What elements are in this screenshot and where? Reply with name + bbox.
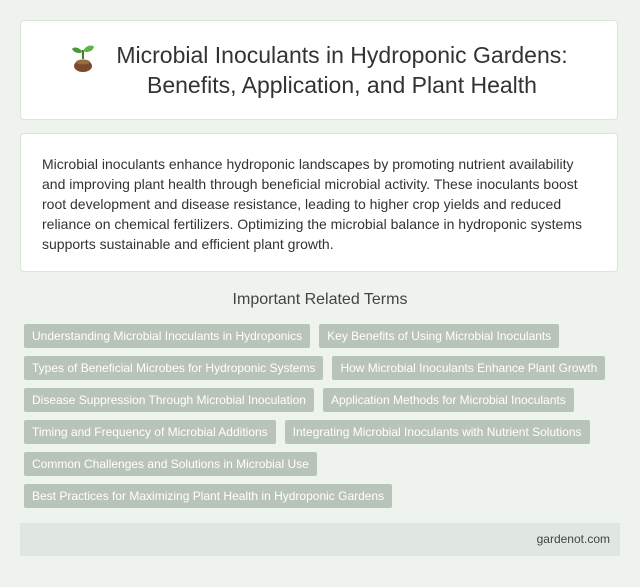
footer-site-link[interactable]: gardenot.com: [536, 532, 610, 546]
terms-row: [24, 420, 620, 444]
terms-row: [24, 388, 620, 412]
footer: [20, 523, 620, 556]
description-text: Microbial inoculants enhance hydroponic landscapes by promoting nutrient availability and improving plant health through beneficial microbial activity. These inoculants boost root development and disease resistance, leading to higher crop yields and reduced reliance on chemical fertilizers. Optimizing the microbial balance in hydroponic systems supports sustainable and efficient plant growth.: [42, 156, 583, 252]
term-tag[interactable]: Common Challenges and Solutions in Microbial Use: [24, 452, 317, 476]
term-tag[interactable]: Integrating Microbial Inoculants with Nutrient Solutions: [285, 420, 590, 444]
page-title: [116, 40, 567, 100]
title-wrap: [70, 40, 567, 100]
related-terms-heading: Important Related Terms: [232, 291, 408, 308]
related-terms-list: [20, 324, 620, 516]
terms-row: [24, 452, 620, 476]
term-tag[interactable]: Best Practices for Maximizing Plant Health in Hydroponic Gardens: [24, 484, 392, 508]
terms-row: [24, 356, 620, 380]
term-tag[interactable]: How Microbial Inoculants Enhance Plant Growth: [332, 356, 605, 380]
description-card: [20, 133, 618, 272]
terms-row: [24, 324, 620, 348]
term-tag[interactable]: Key Benefits of Using Microbial Inoculants: [319, 324, 559, 348]
term-tag[interactable]: Disease Suppression Through Microbial Inoculation: [24, 388, 314, 412]
term-tag[interactable]: Understanding Microbial Inoculants in Hydroponics: [24, 324, 310, 348]
term-tag[interactable]: Timing and Frequency of Microbial Additions: [24, 420, 276, 444]
term-tag[interactable]: Types of Beneficial Microbes for Hydroponic Systems: [24, 356, 323, 380]
term-tag[interactable]: Application Methods for Microbial Inoculants: [323, 388, 574, 412]
sprout-icon: [70, 42, 96, 72]
terms-row: [24, 484, 620, 508]
header-card: [20, 20, 618, 120]
title-line-1: Microbial Inoculants in Hydroponic Gardens:: [116, 42, 568, 68]
title-line-2: Benefits, Application, and Plant Health: [147, 72, 537, 98]
